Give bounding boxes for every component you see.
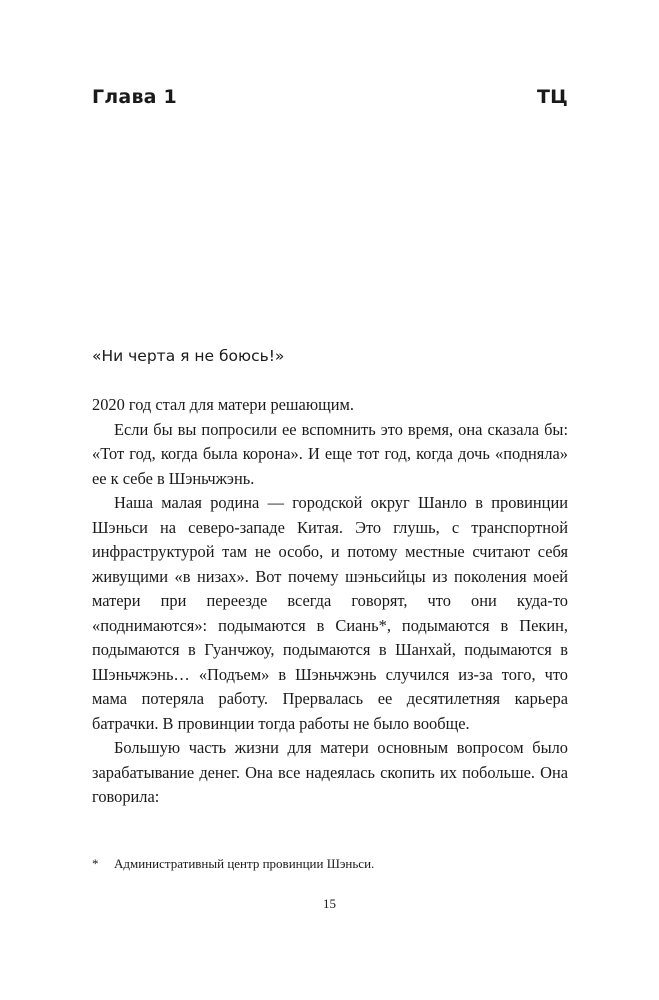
running-title: ТЦ xyxy=(537,86,568,108)
footnote-mark: * xyxy=(92,856,99,871)
paragraph: Наша малая родина — городской округ Шанло в провинции Шэньси на северо-западе Китая. Это глушь, с транспортной инфраструктурой там не особо, и потому местные считают себя живущими «в низах». Вот почему шэньсийцы из поколения моей матери при переезде всегда говорят, что они куда-то «поднимаются»: подымаются в Сиань*, подымаются в Пекин, подымаются в Гуанчжоу, подымаются в Шанхай, подымаются в Шэньчжэнь… «Подъем» в Шэньчжэнь случился из-за того, что мама потеряла работу. Прервалась ее десятилетняя карьера батрачки. В провинции тогда работы не было вообще. xyxy=(92,493,568,733)
page-number: 15 xyxy=(323,896,336,911)
paragraph: 2020 год стал для матери решающим. xyxy=(92,395,354,414)
section-title: «Ни черта я не боюсь!» xyxy=(92,347,285,365)
body-text xyxy=(92,393,568,810)
footnote xyxy=(92,856,568,872)
paragraph: Большую часть жизни для матери основным вопросом было зарабатывание денег. Она все надеялась скопить их побольше. Она говорила: xyxy=(92,738,568,806)
paragraph: Если бы вы попросили ее вспомнить это время, она сказала бы: «Тот год, когда была корона». И еще тот год, когда дочь «подняла» ее к себе в Шэньчжэнь. xyxy=(92,419,568,488)
running-header xyxy=(92,86,568,116)
footnote-text: Административный центр провинции Шэньси. xyxy=(114,856,375,871)
chapter-label: Глава 1 xyxy=(92,86,177,108)
